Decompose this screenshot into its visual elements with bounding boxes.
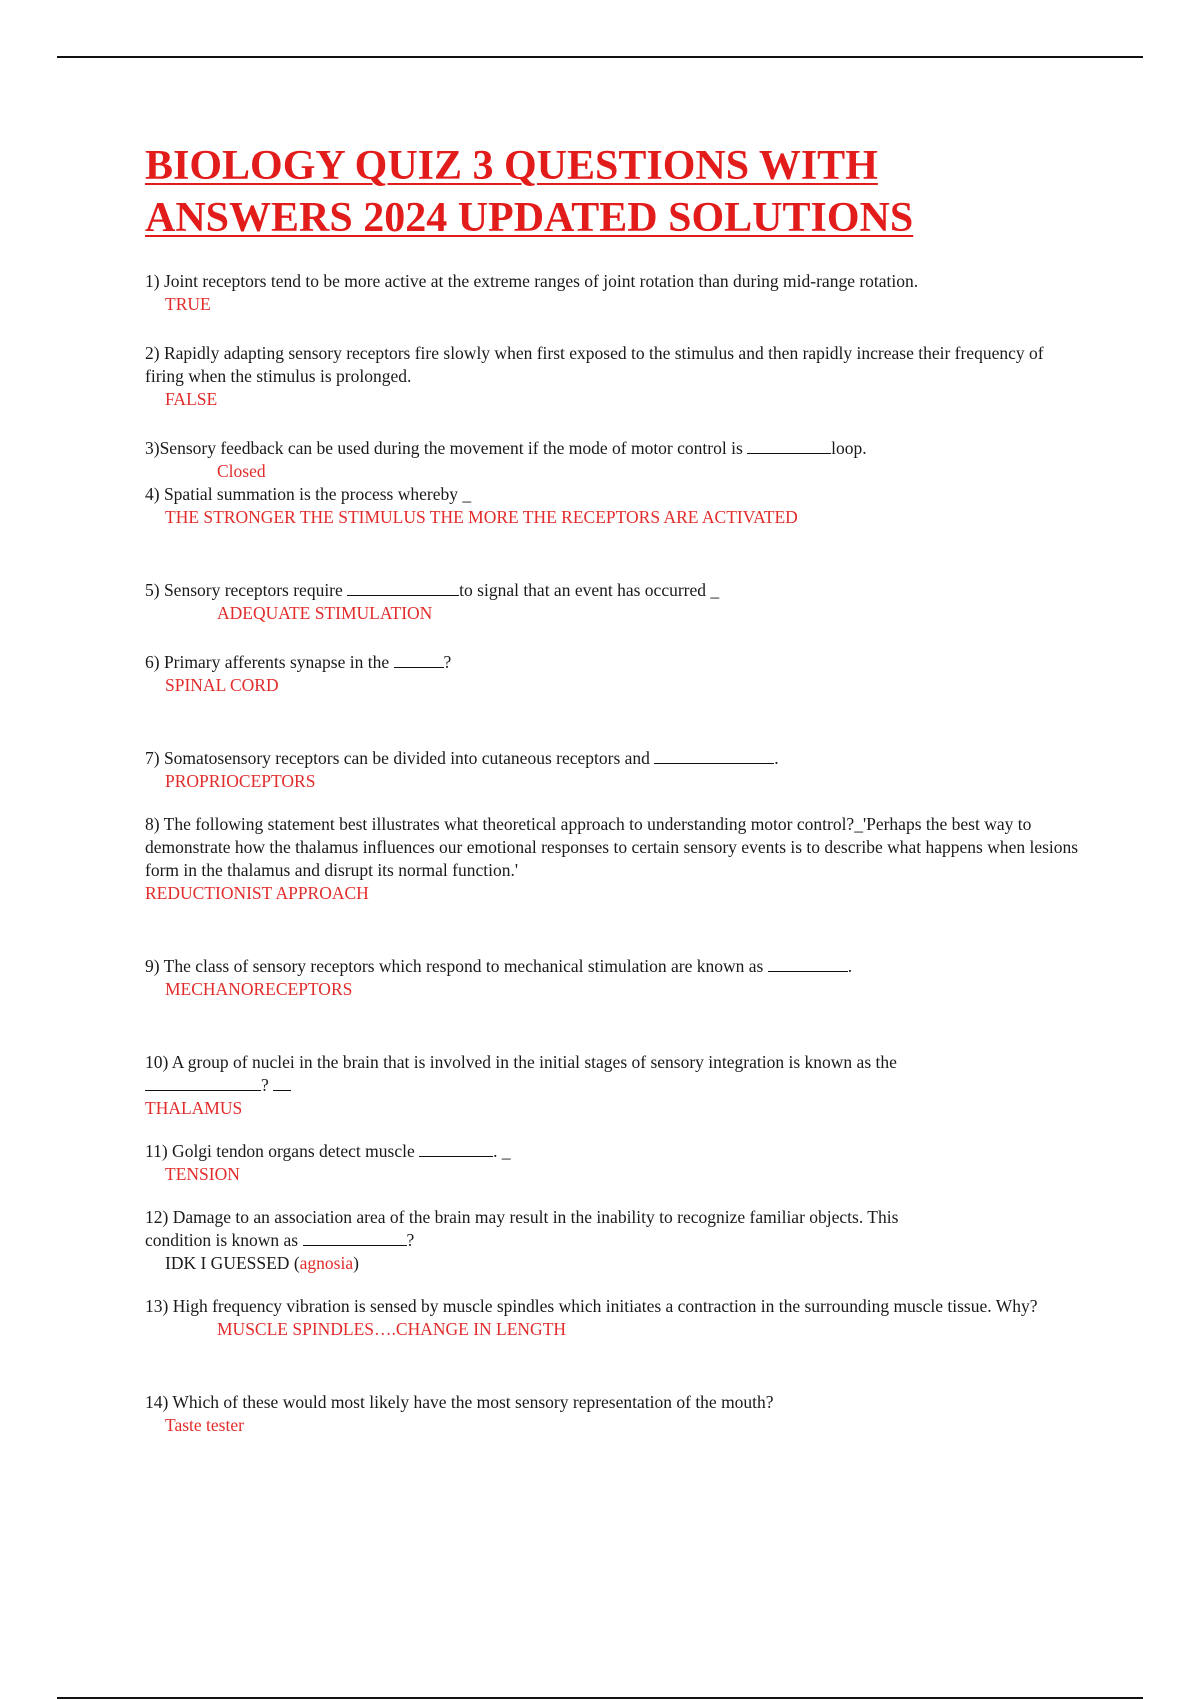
question-14: [145, 1391, 1080, 1437]
question-13: [145, 1295, 1080, 1341]
question-text: 9) The class of sensory receptors which respond to mechanical stimulation are known as .: [145, 956, 853, 976]
answer-text: IDK I GUESSED (agnosia): [165, 1253, 359, 1273]
top-rule: [57, 56, 1143, 58]
question-text: 12) Damage to an association area of the brain may result in the inability to recognize familiar objects. This: [145, 1207, 899, 1227]
answer-blank: [145, 1075, 261, 1091]
question-text-continued: condition is known as ?: [145, 1230, 415, 1250]
answer-text: FALSE: [165, 389, 218, 409]
question-6: [145, 651, 1080, 697]
answer-text: MECHANORECEPTORS: [165, 979, 353, 999]
answer-text: Closed: [217, 461, 266, 481]
answer-text: Taste tester: [165, 1415, 244, 1435]
answer-blank: [273, 1075, 291, 1091]
question-2: [145, 342, 1080, 411]
answer-blank: [394, 652, 444, 668]
answer-text: THALAMUS: [145, 1098, 243, 1118]
question-text: 14) Which of these would most likely have the most sensory representation of the mouth?: [145, 1392, 774, 1412]
bottom-rule: [57, 1697, 1143, 1699]
question-text: 10) A group of nuclei in the brain that is involved in the initial stages of sensory integration is known as the: [145, 1052, 897, 1072]
answer-blank: [768, 956, 848, 972]
question-12: [145, 1206, 1080, 1275]
question-text: 6) Primary afferents synapse in the ?: [145, 652, 452, 672]
question-text: 11) Golgi tendon organs detect muscle . _: [145, 1141, 511, 1161]
question-11: [145, 1140, 1080, 1186]
question-3: [145, 437, 1080, 483]
answer-text: THE STRONGER THE STIMULUS THE MORE THE RECEPTORS ARE ACTIVATED: [165, 507, 798, 527]
answer-blank: [347, 580, 459, 596]
answer-text: ADEQUATE STIMULATION: [217, 603, 433, 623]
question-1: [145, 270, 1080, 316]
question-7: [145, 747, 1080, 793]
answer-blank: [303, 1230, 407, 1246]
document-page: [145, 140, 1080, 1437]
question-text: 1) Joint receptors tend to be more active at the extreme ranges of joint rotation than during mid-range rotation.: [145, 271, 919, 291]
answer-blank: [747, 438, 831, 454]
document-title: BIOLOGY QUIZ 3 QUESTIONS WITH ANSWERS 2024 UPDATED SOLUTIONS: [145, 143, 914, 241]
answer-text: TRUE: [165, 294, 211, 314]
answer-text: PROPRIOCEPTORS: [165, 771, 316, 791]
question-4: [145, 483, 1080, 529]
question-text: 8) The following statement best illustrates what theoretical approach to understanding motor control?_'Perhaps the best way to demonstrate how the thalamus influences our emotional responses to certain sensory events is to describe what happens when lesions form in the thalamus and disrupt its normal function.': [145, 814, 1079, 880]
answer-blank: [654, 748, 774, 764]
question-text: 3)Sensory feedback can be used during the movement if the mode of motor control is loop.: [145, 438, 867, 458]
question-10: [145, 1051, 1080, 1120]
question-text: 7) Somatosensory receptors can be divided into cutaneous receptors and .: [145, 748, 779, 768]
answer-text: TENSION: [165, 1164, 240, 1184]
question-9: [145, 955, 1080, 1001]
answer-blank: [419, 1141, 493, 1157]
answer-text: REDUCTIONIST APPROACH: [145, 883, 369, 903]
question-text-continued: ?: [145, 1074, 1080, 1097]
answer-text: SPINAL CORD: [165, 675, 279, 695]
answer-text: MUSCLE SPINDLES….CHANGE IN LENGTH: [217, 1319, 567, 1339]
question-text: 2) Rapidly adapting sensory receptors fire slowly when first exposed to the stimulus and then rapidly increase their frequency of firing when the stimulus is prolonged.: [145, 343, 1044, 386]
question-text: 4) Spatial summation is the process whereby _: [145, 484, 472, 504]
question-text: 5) Sensory receptors require to signal that an event has occurred _: [145, 580, 720, 600]
question-5: [145, 579, 1080, 625]
question-text: 13) High frequency vibration is sensed by muscle spindles which initiates a contraction in the surrounding muscle tissue. Why?: [145, 1296, 1038, 1316]
question-8: [145, 813, 1080, 905]
